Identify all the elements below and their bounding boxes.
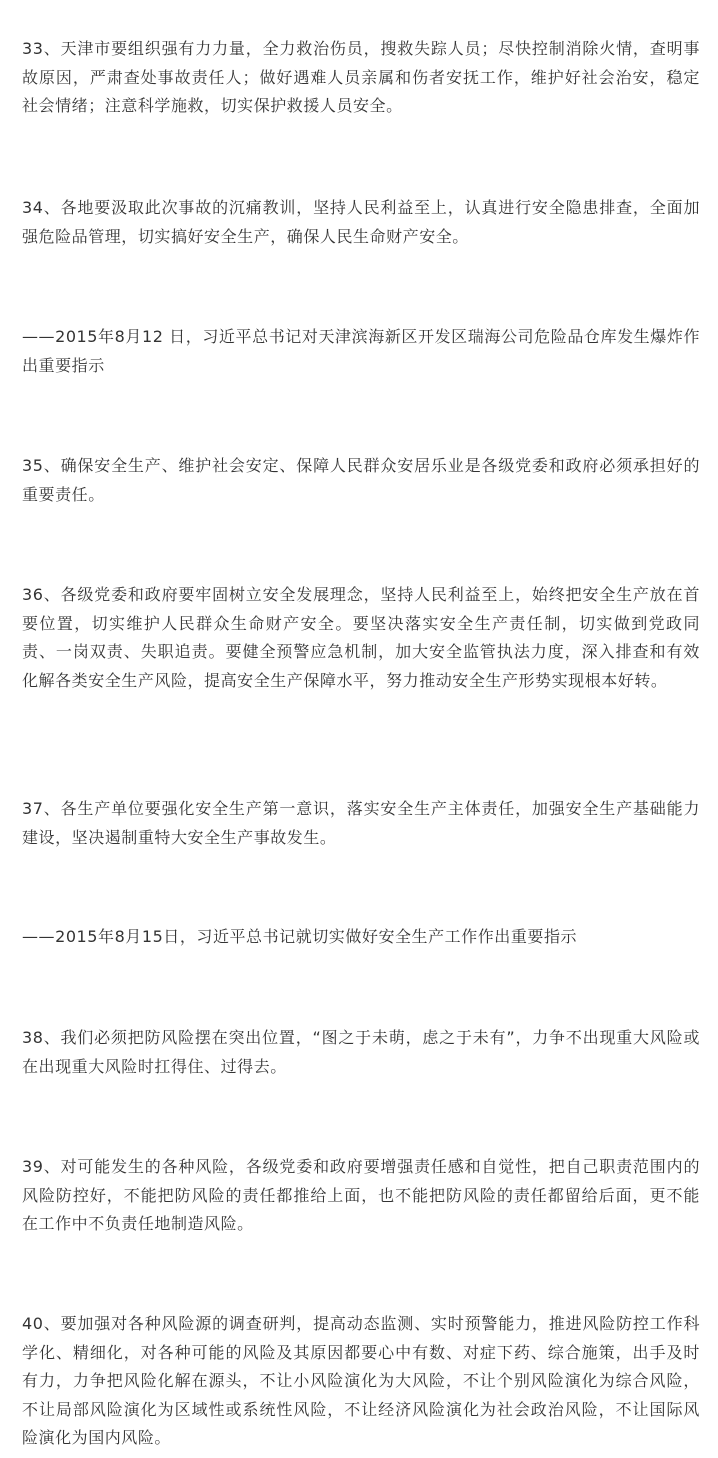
paragraph-39: 39、对可能发生的各种风险，各级党委和政府要增强责任感和自觉性，把自己职责范围内的风险防控好，不能把防风险的责任都推给上面，也不能把防风险的责任都留给后面，更不能在工作中不负责任地制造风险。 — [22, 1157, 700, 1234]
paragraph-40: 40、要加强对各种风险源的调查研判，提高动态监测、实时预警能力，推进风险防控工作科学化、精细化，对各种可能的风险及其原因都要心中有数、对症下药、综合施策，出手及时有力，力争把风险化解在源头，不让小风险演化为大风险，不让个别风险演化为综合风险，不让局部风险演化为区域性或系统性风险，不让经济风险演化为社会政治风险，不让国际风险演化为国内风险。 — [22, 1314, 700, 1448]
paragraph-36: 36、各级党委和政府要牢固树立安全发展理念，坚持人民利益至上，始终把安全生产放在首要位置，切实维护人民群众生命财产安全。要坚决落实安全生产责任制，切实做到党政同责、一岗双责、失职追责。要健全预警应急机制，加大安全监管执法力度，深入排查和有效化解各类安全生产风险，提高安全生产保障水平，努力推动安全生产形势实现根本好转。 — [22, 585, 700, 690]
source-attribution-2: ——2015年8月15日，习近平总书记就切实做好安全生产工作作出重要指示 — [22, 927, 578, 946]
paragraph-35: 35、确保安全生产、维护社会安定、保障人民群众安居乐业是各级党委和政府必须承担好的重要责任。 — [22, 456, 700, 504]
paragraph-38: 38、我们必须把防风险摆在突出位置，“图之于未萌，虑之于未有”，力争不出现重大风险或在出现重大风险时扛得住、过得去。 — [22, 1028, 700, 1076]
paragraph-37: 37、各生产单位要强化安全生产第一意识，落实安全生产主体责任，加强安全生产基础能力建设，坚决遏制重特大安全生产事故发生。 — [22, 799, 700, 847]
paragraph-33: 33、天津市要组织强有力力量，全力救治伤员，搜救失踪人员；尽快控制消除火情，查明事故原因，严肃查处事故责任人；做好遇难人员亲属和伤者安抚工作，维护好社会治安，稳定社会情绪；注意科学施救，切实保护救援人员安全。 — [22, 39, 700, 116]
source-attribution-1: ——2015年8月12 日，习近平总书记对天津滨海新区开发区瑞海公司危险品仓库发生爆炸作出重要指示 — [22, 327, 700, 375]
paragraph-34: 34、各地要汲取此次事故的沉痛教训，坚持人民利益至上，认真进行安全隐患排查，全面加强危险品管理，切实搞好安全生产，确保人民生命财产安全。 — [22, 198, 700, 246]
